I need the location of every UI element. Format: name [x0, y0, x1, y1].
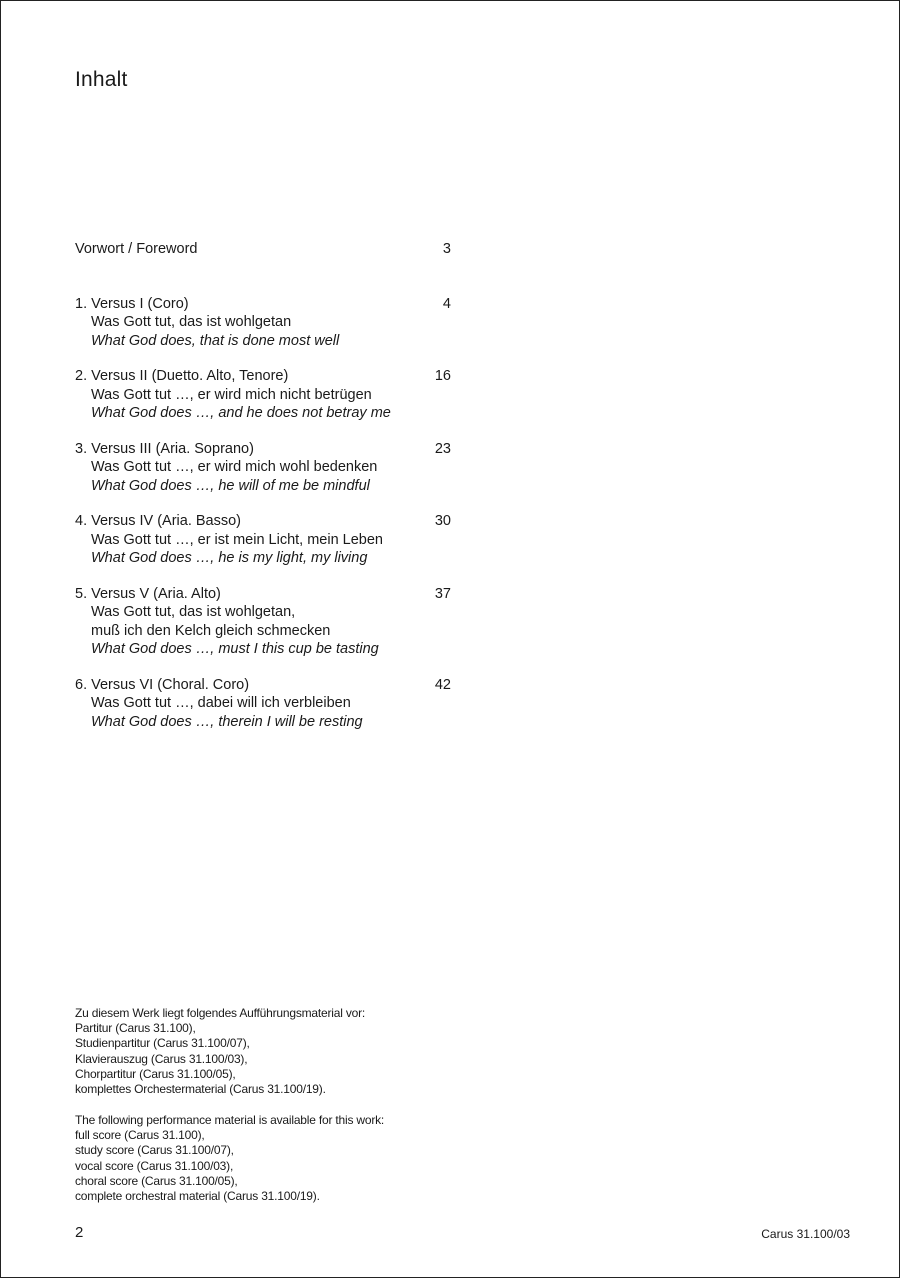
performance-material-english	[75, 1113, 384, 1204]
toc-entry-title: 3. Versus III (Aria. Soprano)	[75, 440, 254, 457]
toc-entry-english: What God does …, he will of me be mindful	[91, 477, 370, 494]
toc-entry-5	[75, 585, 451, 659]
toc-entry-title: 6. Versus VI (Choral. Coro)	[75, 676, 250, 693]
toc-entry-title: 1. Versus I (Coro)	[75, 295, 189, 312]
material-line: komplettes Orchestermaterial (Carus 31.100/19).	[75, 1082, 326, 1097]
toc-entry-3	[75, 440, 451, 496]
material-line: Studienpartitur (Carus 31.100/07),	[75, 1036, 250, 1051]
toc-entry-german: Was Gott tut …, er wird mich nicht betrügen	[91, 386, 372, 403]
toc-entry-2	[75, 367, 451, 423]
toc-entry-english: What God does …, he is my light, my living	[91, 550, 368, 566]
material-line: The following performance material is available for this work:	[75, 1113, 385, 1127]
toc-entry-page: 37	[434, 585, 451, 602]
page-title: Inhalt	[75, 68, 128, 91]
toc-entry-german: Was Gott tut, das ist wohlgetan,	[91, 604, 296, 620]
toc-foreword	[75, 240, 451, 259]
material-line: study score (Carus 31.100/07),	[75, 1143, 234, 1158]
toc-entry-english: What God does …, therein I will be resting	[91, 713, 363, 730]
toc-entry-english: What God does …, must I this cup be tasting	[91, 641, 379, 657]
material-line: vocal score (Carus 31.100/03),	[75, 1158, 234, 1173]
table-of-contents	[75, 240, 451, 748]
toc-entry-title: 2. Versus II (Duetto. Alto, Tenore)	[75, 368, 289, 384]
material-line: complete orchestral material (Carus 31.100/19).	[75, 1189, 320, 1204]
toc-entry-page: 42	[434, 676, 451, 693]
catalog-number: Carus 31.100/03	[761, 1227, 850, 1241]
material-line: choral score (Carus 31.100/05),	[75, 1173, 238, 1188]
toc-entry-english: What God does …, and he does not betray me	[91, 405, 391, 421]
toc-entry-page: 16	[434, 368, 451, 384]
toc-entry-english: What God does, that is done most well	[91, 332, 340, 349]
material-line: Zu diesem Werk liegt folgendes Aufführungsmaterial vor:	[75, 1006, 366, 1020]
toc-entry-german: Was Gott tut …, dabei will ich verbleiben	[91, 695, 351, 711]
performance-material-german	[75, 1006, 365, 1097]
toc-entry-6	[75, 676, 451, 732]
toc-entry-4	[75, 512, 451, 568]
toc-entry-title: 4. Versus IV (Aria. Basso)	[75, 513, 242, 529]
material-line: full score (Carus 31.100),	[75, 1128, 205, 1143]
toc-foreword-label: Vorwort / Foreword	[75, 241, 198, 257]
toc-entry-german: muß ich den Kelch gleich schmecken	[91, 622, 331, 639]
toc-entry-title: 5. Versus V (Aria. Alto)	[75, 585, 221, 602]
toc-entry-page: 23	[434, 440, 451, 457]
toc-foreword-page: 3	[442, 241, 451, 257]
material-line: Chorpartitur (Carus 31.100/05),	[75, 1066, 236, 1081]
toc-entry-german: Was Gott tut, das ist wohlgetan	[91, 314, 292, 330]
material-line: Klavierauszug (Carus 31.100/03),	[75, 1051, 248, 1066]
material-line: Partitur (Carus 31.100),	[75, 1021, 196, 1036]
toc-entry-page: 4	[442, 295, 451, 312]
toc-entry-german: Was Gott tut …, er wird mich wohl bedenken	[91, 459, 378, 475]
toc-entry-page: 30	[434, 513, 451, 529]
page-number: 2	[75, 1224, 84, 1241]
toc-entry-german: Was Gott tut …, er ist mein Licht, mein Leben	[91, 531, 383, 548]
toc-entry-1	[75, 295, 451, 351]
